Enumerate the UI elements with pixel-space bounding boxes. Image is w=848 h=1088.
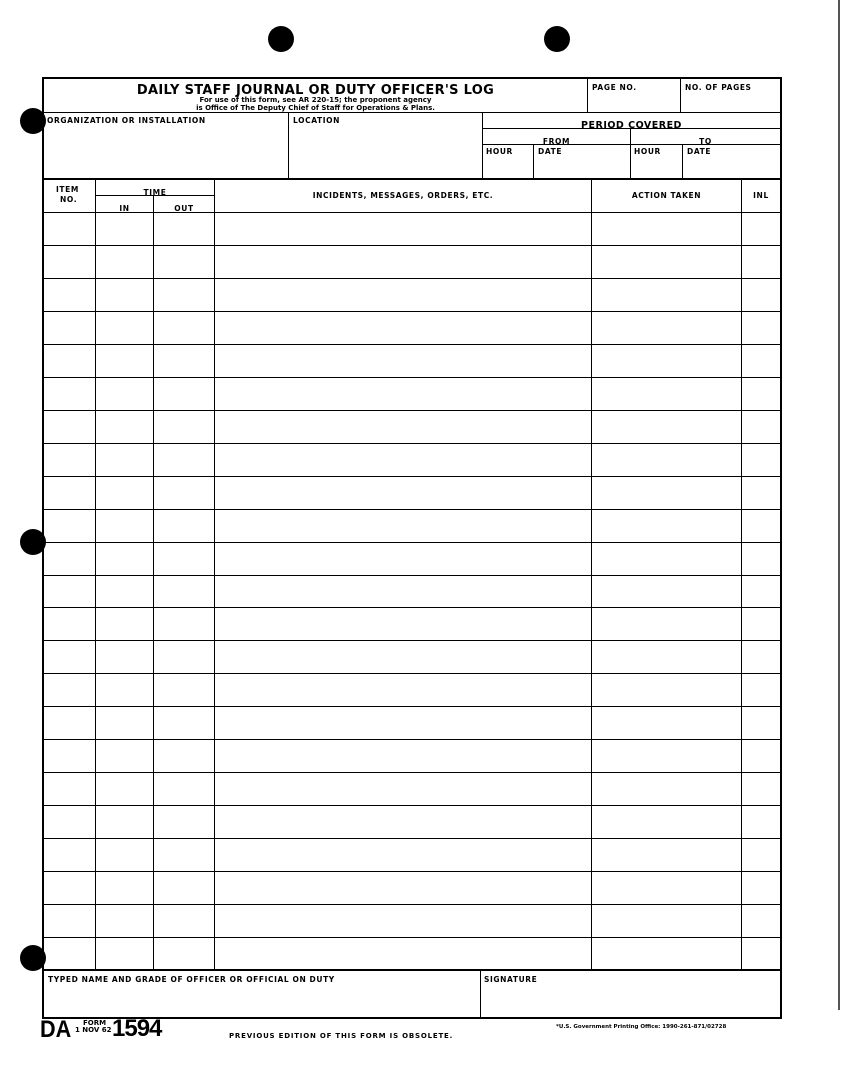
inl-cell[interactable]	[741, 640, 782, 674]
time-out-cell[interactable]	[153, 937, 215, 971]
from-header	[482, 128, 631, 145]
inl-cell[interactable]	[741, 772, 782, 806]
action-taken-cell[interactable]	[591, 542, 742, 576]
out-header-label: OUT	[174, 204, 194, 213]
incidents-cell[interactable]	[214, 212, 592, 246]
incidents-cell[interactable]	[214, 607, 592, 641]
from-hour-label: HOUR	[486, 147, 513, 156]
inl-cell[interactable]	[741, 410, 782, 444]
to-hour-label: HOUR	[634, 147, 661, 156]
out-header	[153, 195, 215, 213]
time-out-cell[interactable]	[153, 245, 215, 279]
time-in-cell[interactable]	[95, 443, 154, 477]
action-taken-cell[interactable]	[591, 410, 742, 444]
item-no-cell[interactable]	[42, 311, 96, 345]
time-in-cell[interactable]	[95, 377, 154, 411]
action-taken-cell[interactable]	[591, 805, 742, 839]
time-in-cell[interactable]	[95, 607, 154, 641]
time-out-cell[interactable]	[153, 575, 215, 609]
time-out-cell[interactable]	[153, 904, 215, 938]
time-out-cell[interactable]	[153, 706, 215, 740]
item-no-cell[interactable]	[42, 245, 96, 279]
incidents-cell[interactable]	[214, 377, 592, 411]
item-no-cell[interactable]	[42, 673, 96, 707]
incidents-cell[interactable]	[214, 476, 592, 510]
page-no-field[interactable]	[587, 77, 681, 113]
in-header	[95, 195, 154, 213]
action-taken-cell[interactable]	[591, 706, 742, 740]
time-in-cell[interactable]	[95, 706, 154, 740]
item-no-cell[interactable]	[42, 607, 96, 641]
action-taken-cell[interactable]	[591, 443, 742, 477]
to-date-label: DATE	[687, 147, 712, 156]
organization-label: ORGANIZATION OR INSTALLATION	[47, 116, 206, 125]
action-taken-cell[interactable]	[591, 640, 742, 674]
inl-cell[interactable]	[741, 212, 782, 246]
incidents-cell[interactable]	[214, 772, 592, 806]
obsolete-note: PREVIOUS EDITION OF THIS FORM IS OBSOLETE.	[229, 1032, 454, 1040]
time-in-cell[interactable]	[95, 410, 154, 444]
inl-cell[interactable]	[741, 245, 782, 279]
printing-office-note: *U.S. Government Printing Office: 1990-261-871/02728	[556, 1024, 727, 1030]
inl-cell[interactable]	[741, 311, 782, 345]
action-taken-cell[interactable]	[591, 212, 742, 246]
inl-cell[interactable]	[741, 706, 782, 740]
incidents-cell[interactable]	[214, 640, 592, 674]
time-out-cell[interactable]	[153, 311, 215, 345]
form-word: FORM	[83, 1019, 107, 1027]
form-subtitle-2: is Office of The Deputy Chief of Staff for Operations & Plans.	[196, 104, 435, 112]
item-no-cell[interactable]	[42, 805, 96, 839]
typed-name-label: TYPED NAME AND GRADE OF OFFICER OR OFFICIAL ON DUTY	[48, 975, 335, 984]
to-label: TO	[699, 137, 712, 146]
inl-cell[interactable]	[741, 607, 782, 641]
incidents-cell[interactable]	[214, 739, 592, 773]
action-taken-cell[interactable]	[591, 739, 742, 773]
incidents-cell[interactable]	[214, 311, 592, 345]
inl-header-label: INL	[753, 191, 769, 200]
incidents-cell[interactable]	[214, 443, 592, 477]
item-no-cell[interactable]	[42, 838, 96, 872]
incidents-cell[interactable]	[214, 245, 592, 279]
action-taken-cell[interactable]	[591, 476, 742, 510]
incidents-header-label: INCIDENTS, MESSAGES, ORDERS, ETC.	[312, 191, 494, 200]
incidents-cell[interactable]	[214, 904, 592, 938]
incidents-cell[interactable]	[214, 542, 592, 576]
to-hour-field[interactable]	[630, 144, 683, 179]
item-no-cell[interactable]	[42, 542, 96, 576]
action-taken-cell[interactable]	[591, 871, 742, 905]
typed-name-field[interactable]	[42, 969, 481, 1019]
item-no-cell[interactable]	[42, 212, 96, 246]
item-no-cell[interactable]	[42, 410, 96, 444]
time-out-cell[interactable]	[153, 805, 215, 839]
inl-cell[interactable]	[741, 443, 782, 477]
item-no-cell[interactable]	[42, 640, 96, 674]
action-taken-cell[interactable]	[591, 311, 742, 345]
time-in-cell[interactable]	[95, 937, 154, 971]
time-out-cell[interactable]	[153, 410, 215, 444]
time-out-cell[interactable]	[153, 476, 215, 510]
inl-cell[interactable]	[741, 904, 782, 938]
time-in-cell[interactable]	[95, 344, 154, 378]
incidents-cell[interactable]	[214, 410, 592, 444]
action-taken-header	[591, 178, 742, 213]
to-date-field[interactable]	[682, 144, 782, 179]
incidents-cell[interactable]	[214, 509, 592, 543]
no-of-pages-label: NO. OF PAGES	[685, 83, 752, 92]
punch-hole	[268, 26, 294, 52]
no-header-label: NO.	[60, 195, 78, 204]
item-no-cell[interactable]	[42, 575, 96, 609]
action-taken-cell[interactable]	[591, 245, 742, 279]
from-hour-field[interactable]	[482, 144, 534, 179]
time-in-cell[interactable]	[95, 640, 154, 674]
incidents-cell[interactable]	[214, 838, 592, 872]
item-no-cell[interactable]	[42, 344, 96, 378]
time-out-cell[interactable]	[153, 673, 215, 707]
item-no-cell[interactable]	[42, 476, 96, 510]
time-out-cell[interactable]	[153, 871, 215, 905]
action-taken-cell[interactable]	[591, 509, 742, 543]
time-in-cell[interactable]	[95, 245, 154, 279]
inl-cell[interactable]	[741, 476, 782, 510]
signature-field[interactable]	[480, 969, 782, 1019]
form-title: DAILY STAFF JOURNAL OR DUTY OFFICER'S LOG	[136, 83, 495, 98]
from-label: FROM	[542, 137, 571, 146]
action-taken-cell[interactable]	[591, 838, 742, 872]
time-in-cell[interactable]	[95, 476, 154, 510]
from-date-field[interactable]	[533, 144, 631, 179]
form-date: 1 NOV 62	[75, 1026, 112, 1034]
incidents-cell[interactable]	[214, 575, 592, 609]
time-out-cell[interactable]	[153, 278, 215, 312]
title-block	[42, 77, 588, 113]
no-of-pages-field[interactable]	[680, 77, 782, 113]
item-header-label: ITEM	[56, 185, 79, 194]
item-no-cell[interactable]	[42, 509, 96, 543]
time-header-label: TIME	[143, 188, 167, 197]
time-out-cell[interactable]	[153, 542, 215, 576]
inl-cell[interactable]	[741, 739, 782, 773]
action-taken-cell[interactable]	[591, 937, 742, 971]
incidents-header	[214, 178, 592, 213]
from-date-label: DATE	[538, 147, 563, 156]
item-no-header	[42, 178, 96, 213]
incidents-cell[interactable]	[214, 673, 592, 707]
time-in-cell[interactable]	[95, 212, 154, 246]
time-in-cell[interactable]	[95, 542, 154, 576]
page-no-label: PAGE NO.	[592, 83, 637, 92]
time-in-cell[interactable]	[95, 904, 154, 938]
inl-cell[interactable]	[741, 377, 782, 411]
action-taken-cell[interactable]	[591, 673, 742, 707]
da-label: DA	[40, 1016, 72, 1043]
time-in-cell[interactable]	[95, 311, 154, 345]
time-in-cell[interactable]	[95, 871, 154, 905]
item-no-cell[interactable]	[42, 278, 96, 312]
period-covered-label: PERIOD COVERED	[581, 120, 682, 131]
time-in-cell[interactable]	[95, 278, 154, 312]
time-out-cell[interactable]	[153, 607, 215, 641]
action-taken-cell[interactable]	[591, 904, 742, 938]
item-no-cell[interactable]	[42, 377, 96, 411]
action-taken-cell[interactable]	[591, 344, 742, 378]
item-no-cell[interactable]	[42, 706, 96, 740]
action-taken-cell[interactable]	[591, 607, 742, 641]
time-out-cell[interactable]	[153, 509, 215, 543]
form-edition	[75, 1020, 112, 1034]
time-in-cell[interactable]	[95, 805, 154, 839]
item-no-cell[interactable]	[42, 937, 96, 971]
item-no-cell[interactable]	[42, 871, 96, 905]
location-field[interactable]	[288, 112, 483, 179]
time-out-cell[interactable]	[153, 212, 215, 246]
inl-header	[741, 178, 782, 213]
item-no-cell[interactable]	[42, 443, 96, 477]
inl-cell[interactable]	[741, 937, 782, 971]
time-out-cell[interactable]	[153, 640, 215, 674]
incidents-cell[interactable]	[214, 278, 592, 312]
incidents-cell[interactable]	[214, 706, 592, 740]
time-header	[95, 178, 215, 196]
action-taken-cell[interactable]	[591, 377, 742, 411]
punch-hole	[544, 26, 570, 52]
period-covered-header	[482, 112, 782, 129]
action-taken-cell[interactable]	[591, 772, 742, 806]
inl-cell[interactable]	[741, 838, 782, 872]
inl-cell[interactable]	[741, 805, 782, 839]
inl-cell[interactable]	[741, 542, 782, 576]
inl-cell[interactable]	[741, 575, 782, 609]
time-in-cell[interactable]	[95, 772, 154, 806]
inl-cell[interactable]	[741, 278, 782, 312]
page-edge	[838, 0, 840, 1010]
time-out-cell[interactable]	[153, 344, 215, 378]
inl-cell[interactable]	[741, 509, 782, 543]
time-in-cell[interactable]	[95, 838, 154, 872]
action-taken-header-label: ACTION TAKEN	[631, 191, 702, 200]
time-out-cell[interactable]	[153, 838, 215, 872]
incidents-cell[interactable]	[214, 344, 592, 378]
time-out-cell[interactable]	[153, 772, 215, 806]
item-no-cell[interactable]	[42, 904, 96, 938]
inl-cell[interactable]	[741, 871, 782, 905]
form-number: 1594	[112, 1015, 162, 1042]
action-taken-cell[interactable]	[591, 575, 742, 609]
form-subtitle-1: For use of this form, see AR 220-15; the proponent agency	[199, 96, 432, 104]
incidents-cell[interactable]	[214, 871, 592, 905]
action-taken-cell[interactable]	[591, 278, 742, 312]
time-in-cell[interactable]	[95, 673, 154, 707]
item-no-cell[interactable]	[42, 772, 96, 806]
item-no-cell[interactable]	[42, 739, 96, 773]
time-out-cell[interactable]	[153, 739, 215, 773]
organization-field[interactable]	[42, 112, 289, 179]
time-in-cell[interactable]	[95, 509, 154, 543]
time-out-cell[interactable]	[153, 443, 215, 477]
incidents-cell[interactable]	[214, 937, 592, 971]
signature-label: SIGNATURE	[484, 975, 538, 984]
time-in-cell[interactable]	[95, 575, 154, 609]
time-out-cell[interactable]	[153, 377, 215, 411]
to-header	[630, 128, 782, 145]
incidents-cell[interactable]	[214, 805, 592, 839]
inl-cell[interactable]	[741, 344, 782, 378]
in-header-label: IN	[119, 204, 130, 213]
time-in-cell[interactable]	[95, 739, 154, 773]
inl-cell[interactable]	[741, 673, 782, 707]
location-label: LOCATION	[293, 116, 340, 125]
